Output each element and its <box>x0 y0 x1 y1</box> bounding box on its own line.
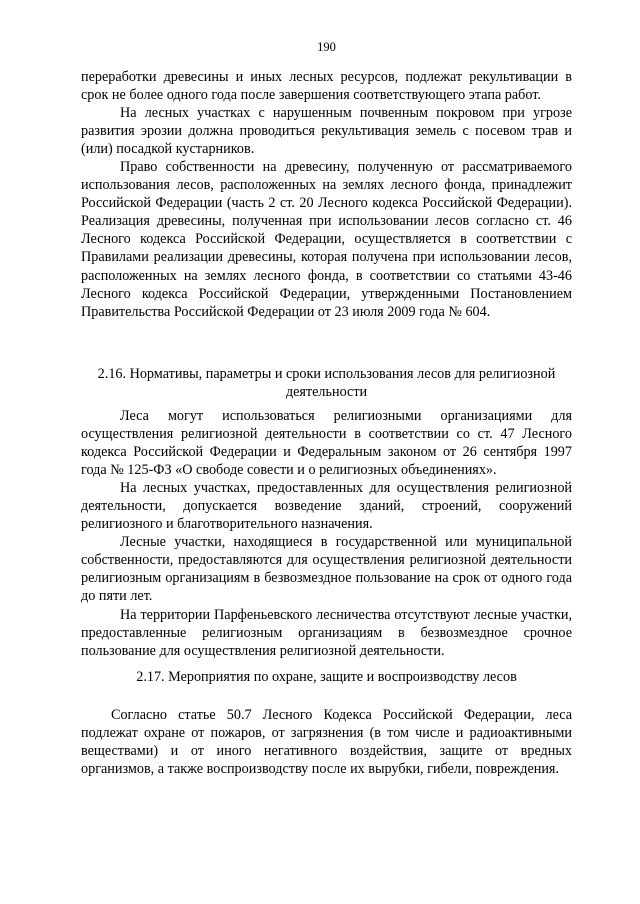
paragraph-soil-erosion: На лесных участках с нарушенным почвенным покровом при угрозе развития эрозии должна проводиться рекультивация земель с посевом трав и (или) посадкой кустарников. <box>81 105 572 158</box>
text-block-religious-use <box>81 407 572 660</box>
text-block-forest-protection <box>81 706 572 778</box>
paragraph-forest-protection: Согласно статье 50.7 Лесного Кодекса Российской Федерации, леса подлежат охране от пожаров, от загрязнения (в том числе и радиоактивными веществами) и от иного негативного воздействия, защите от вредных организмов, а также воспроизводству после их вырубки, гибели, повреждения. <box>81 707 572 778</box>
paragraph-land-provision: Лесные участки, находящиеся в государственной или муниципальной собственности, предоставляются для осуществления религиозной деятельности религиозным организациям в безвозмездное пользование на срок от одного года до пяти лет. <box>81 534 572 605</box>
section-heading-2-16 <box>81 365 572 401</box>
paragraph-wood-ownership: Право собственности на древесину, полученную от рассматриваемого использования лесов, расположенных на землях лесного фонда, принадлежит Российской Федерации (часть 2 ст. 20 Лесного кодекса Российской Федерации). Реализация древесины, полученная при использовании лесов согласно ст. 46 Лесного кодекса Российской Федерации, осуществляется в соответствии с Правилами реализации древесины, которая получена при использовании лесов, расположенных на землях лесного фонда, в соответствии со статьями 43-46 Лесного кодекса Российской Федерации, утвержденными Постановлением Правительства Российской Федерации от 23 июля 2009 года № 604. <box>81 159 572 320</box>
paragraph-religious-buildings: На лесных участках, предоставленных для осуществления религиозной деятельности, допускается возведение зданий, строений, сооружений религиозного и благотворительного назначения. <box>81 480 572 533</box>
page-number: 190 <box>317 40 336 54</box>
paragraph-religious-organizations: Леса могут использоваться религиозными организациями для осуществления религиозной деятельности в соответствии со ст. 47 Лесного кодекса Российской Федерации и Федеральным законом от 26 сентября 1997 года № 125-ФЗ «О свободе совести и о религиозных объединениях». <box>81 408 572 479</box>
section-heading-2-16-line1: 2.16. Нормативы, параметры и сроки использования лесов для религиозной <box>97 366 556 382</box>
section-heading-2-17: 2.17. Мероприятия по охране, защите и воспроизводству лесов <box>136 669 517 685</box>
section-heading-2-16-line2: деятельности <box>285 384 368 401</box>
text-block-forest-use <box>81 68 572 321</box>
paragraph-parfenyevo-forestry: На территории Парфеньевского лесничества отсутствуют лесные участки, предоставленные религиозным организациям в безвозмездное срочное пользование для осуществления религиозной деятельности. <box>81 606 572 659</box>
paragraph-recultivation-term: переработки древесины и иных лесных ресурсов, подлежат рекультивации в срок не более одного года после завершения соответствующего этапа работ. <box>81 69 572 104</box>
